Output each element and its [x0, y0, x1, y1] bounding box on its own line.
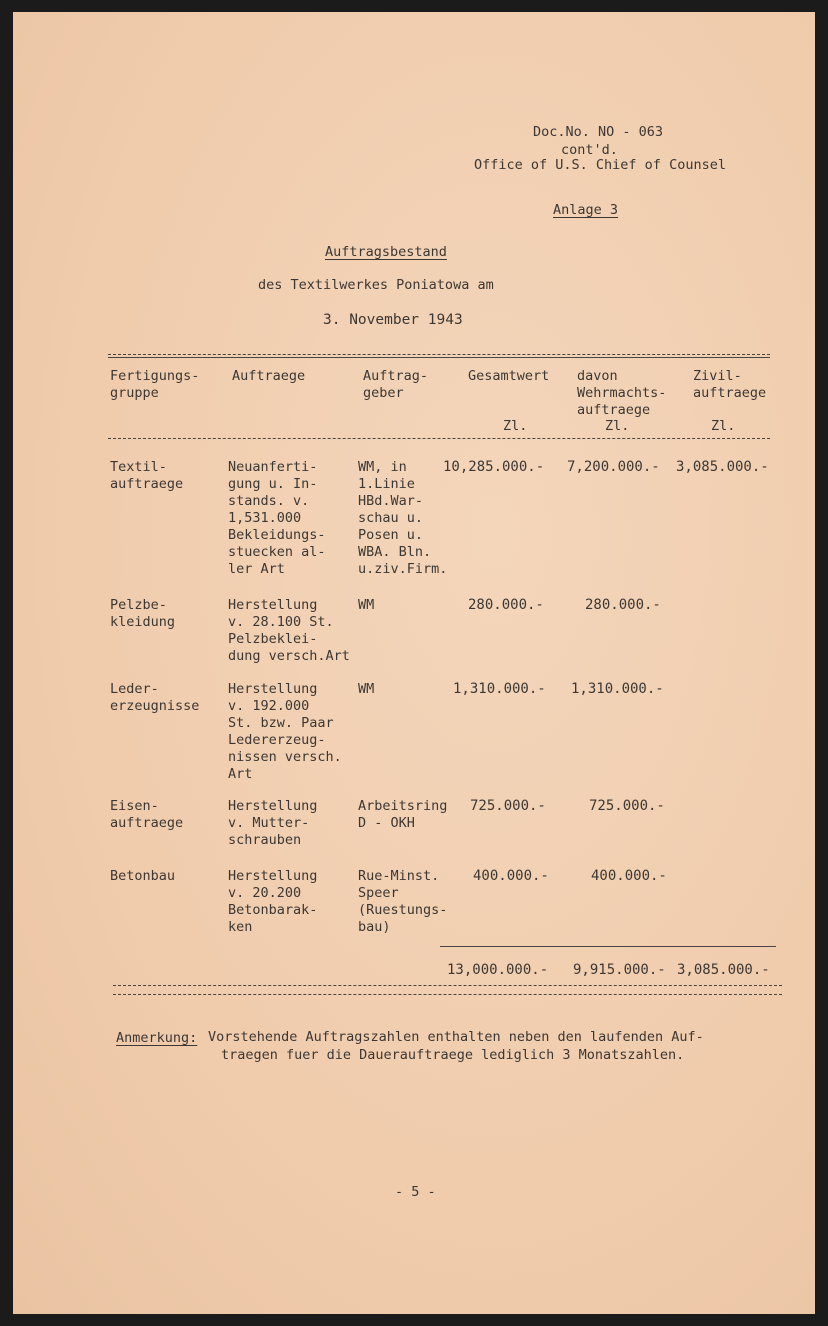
text-line: auftraege	[110, 815, 184, 831]
cell-auftraggeber	[358, 798, 447, 832]
cell-gruppe	[110, 681, 199, 715]
text-line: v. 20.200	[228, 885, 302, 901]
total-wehrmacht: 9,915.000.-	[573, 962, 666, 978]
text-line: Betonbau	[110, 868, 176, 884]
cell-auftraege	[228, 798, 317, 849]
text-line: u.ziv.Firm.	[358, 561, 448, 577]
title-date: 3. November 1943	[323, 312, 463, 328]
header-auftraege	[232, 368, 305, 385]
cell-wehrmacht: 1,310.000.-	[571, 681, 664, 697]
text-line: WM	[358, 681, 375, 697]
text-line: WM	[358, 597, 375, 613]
cell-zivil: 3,085.000.-	[676, 459, 769, 475]
cell-wehrmacht: 725.000.-	[589, 798, 665, 814]
text-line: Herstellung	[228, 597, 318, 613]
cell-auftraege	[228, 681, 342, 783]
text-line: Bekleidungs-	[228, 527, 326, 543]
text-line: Herstellung	[228, 681, 318, 697]
text-line: St. bzw. Paar	[228, 715, 334, 731]
cell-auftraege	[228, 459, 326, 578]
text-line: kleidung	[110, 614, 176, 630]
cell-wehrmacht: 400.000.-	[591, 868, 667, 884]
cell-gesamt: 725.000.-	[470, 798, 546, 814]
document-page	[13, 12, 815, 1314]
text-line: Herstellung	[228, 868, 318, 884]
text-line: Rue-Minst.	[358, 868, 440, 884]
text-line: gung u. In-	[228, 476, 318, 492]
header-zivil	[693, 368, 766, 402]
table-bottom-rule	[113, 985, 782, 986]
text-line: v. Mutter-	[228, 815, 310, 831]
text-line: nissen versch.	[228, 749, 342, 765]
continued-mark: cont'd.	[561, 142, 618, 158]
text-line: auftraege	[110, 476, 184, 492]
cell-auftraggeber	[358, 681, 374, 698]
cell-gesamt: 10,285.000.-	[443, 459, 545, 475]
text-line: schau u.	[358, 510, 424, 526]
text-line: Ledererzeug-	[228, 732, 326, 748]
text-line: D - OKH	[358, 815, 415, 831]
header-wehrmacht	[577, 368, 666, 419]
cell-auftraege	[228, 868, 317, 936]
note-line-1: Vorstehende Auftragszahlen enthalten neben den laufenden Auf-	[208, 1029, 704, 1045]
text-line: Pelzbe-	[110, 597, 167, 613]
text-line: Zivil-	[693, 368, 742, 384]
text-line: Auftrag-	[363, 368, 429, 384]
total-zivil: 3,085.000.-	[677, 962, 770, 978]
text-line: WBA. Bln.	[358, 544, 432, 560]
table-top-rule-2	[108, 357, 770, 358]
office-line: Office of U.S. Chief of Counsel	[474, 157, 726, 173]
text-line: Posen u.	[358, 527, 424, 543]
text-line: erzeugnisse	[110, 698, 200, 714]
text-line: (Ruestungs-	[358, 902, 448, 918]
cell-wehrmacht: 7,200.000.-	[567, 459, 660, 475]
text-line: auftraege	[693, 385, 767, 401]
text-line: Herstellung	[228, 798, 318, 814]
text-line: Speer	[358, 885, 399, 901]
text-line: Fertigungs-	[110, 368, 200, 384]
text-line: davon	[577, 368, 618, 384]
text-line: gruppe	[110, 385, 159, 401]
text-line: Eisen-	[110, 798, 159, 814]
unit-zivil: Zl.	[711, 418, 736, 434]
text-line: HBd.War-	[358, 493, 424, 509]
table-bottom-rule-2	[113, 994, 782, 995]
cell-gesamt: 280.000.-	[468, 597, 544, 613]
text-line: Pelzbeklei-	[228, 631, 318, 647]
text-line: Wehrmachts-	[577, 385, 667, 401]
text-line: Betonbarak-	[228, 902, 318, 918]
text-line: 1.Linie	[358, 476, 415, 492]
header-gesamtwert	[468, 368, 549, 385]
text-line: Leder-	[110, 681, 159, 697]
unit-wehrmacht: Zl.	[605, 418, 630, 434]
table-top-rule	[108, 354, 770, 355]
text-line: stuecken al-	[228, 544, 326, 560]
header-bottom-rule	[108, 438, 770, 439]
text-line: schrauben	[228, 832, 302, 848]
totals-rule	[440, 946, 776, 947]
text-line: bau)	[358, 919, 391, 935]
anlage-label: Anlage 3	[553, 202, 619, 218]
text-line: geber	[363, 385, 404, 401]
cell-auftraggeber	[358, 868, 447, 936]
cell-gruppe	[110, 798, 183, 832]
title-subline: des Textilwerkes Poniatowa am	[258, 277, 494, 293]
text-line: ken	[228, 919, 253, 935]
cell-gesamt: 400.000.-	[473, 868, 549, 884]
text-line: v. 192.000	[228, 698, 310, 714]
cell-gesamt: 1,310.000.-	[453, 681, 546, 697]
cell-gruppe	[110, 868, 175, 885]
cell-auftraege	[228, 597, 350, 665]
text-line: Textil-	[110, 459, 167, 475]
cell-auftraggeber	[358, 597, 374, 614]
document-title: Auftragsbestand	[325, 244, 447, 260]
text-line: Neuanferti-	[228, 459, 318, 475]
text-line: Auftraege	[232, 368, 306, 384]
text-line: Arbeitsring	[358, 798, 448, 814]
header-gruppe	[110, 368, 199, 402]
cell-auftraggeber	[358, 459, 447, 578]
text-line: stands. v.	[228, 493, 310, 509]
text-line: ler Art	[228, 561, 285, 577]
cell-gruppe	[110, 597, 175, 631]
total-gesamt: 13,000.000.-	[447, 962, 549, 978]
text-line: WM, in	[358, 459, 407, 475]
header-auftraggeber	[363, 368, 428, 402]
text-line: dung versch.Art	[228, 648, 350, 664]
text-line: Gesamtwert	[468, 368, 550, 384]
text-line: 1,531.000	[228, 510, 302, 526]
text-line: v. 28.100 St.	[228, 614, 334, 630]
text-line: Art	[228, 766, 253, 782]
doc-number: Doc.No. NO - 063	[533, 124, 664, 140]
cell-gruppe	[110, 459, 183, 493]
note-label: Anmerkung:	[116, 1030, 198, 1046]
text-line: auftraege	[577, 402, 651, 418]
unit-gesamt: Zl.	[503, 418, 528, 434]
note-line-2: traegen fuer die Dauerauftraege lediglich 3 Monatszahlen.	[221, 1047, 685, 1063]
page-number: - 5 -	[395, 1184, 436, 1200]
cell-wehrmacht: 280.000.-	[585, 597, 661, 613]
